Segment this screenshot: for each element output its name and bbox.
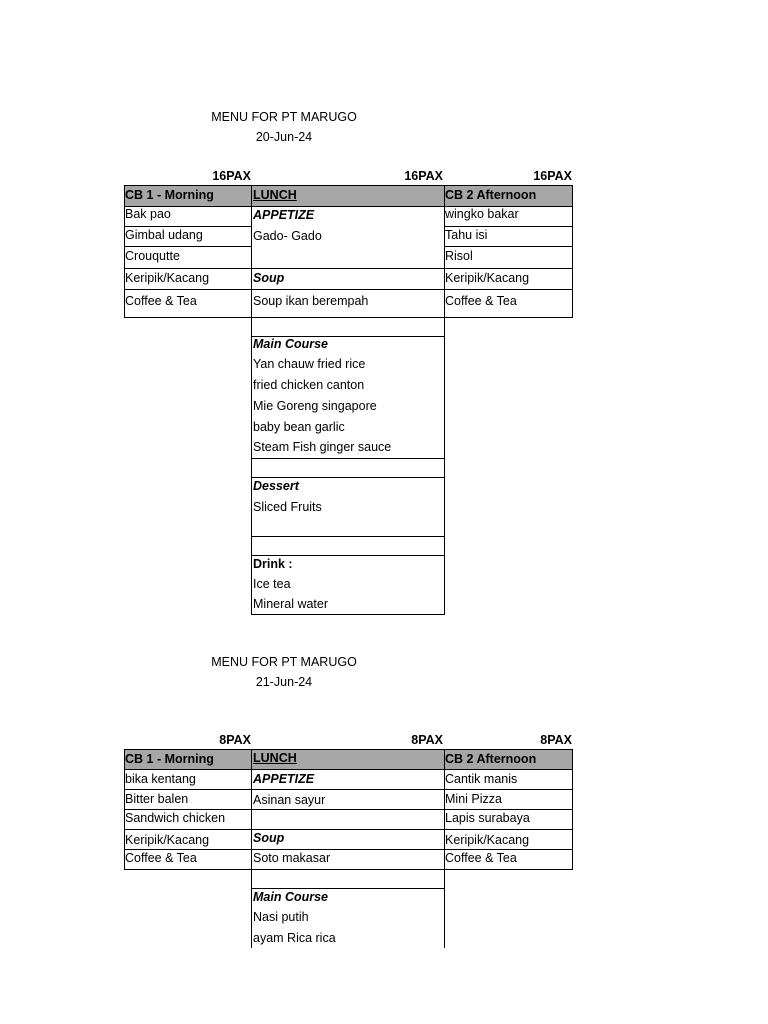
- lunch-header: LUNCH: [253, 751, 297, 765]
- morning-item: Keripik/Kacang: [125, 833, 210, 847]
- menu-date: 21-Jun-24: [255, 675, 313, 689]
- appetize-label: APPETIZE: [253, 772, 315, 786]
- pax-morning: 8PAX: [219, 733, 251, 747]
- afternoon-item: Keripik/Kacang: [445, 833, 530, 847]
- lunch-item: Ice tea: [253, 577, 291, 591]
- morning-item: Coffee & Tea: [125, 294, 197, 308]
- soup-label: Soup: [253, 831, 285, 845]
- lunch-item: Steam Fish ginger sauce: [253, 440, 392, 454]
- lunch-item: Soup ikan berempah: [253, 294, 369, 308]
- afternoon-item: Mini Pizza: [445, 792, 502, 806]
- lunch-item: Nasi putih: [253, 910, 309, 924]
- lunch-item: Mineral water: [253, 597, 329, 611]
- dessert-label: Dessert: [253, 479, 299, 493]
- pax-lunch: 16PAX: [404, 169, 443, 183]
- morning-header: CB 1 - Morning: [125, 752, 214, 766]
- lunch-item: Asinan sayur: [253, 793, 326, 807]
- lunch-item: Mie Goreng singapore: [253, 399, 377, 413]
- pax-afternoon: 8PAX: [540, 733, 572, 747]
- lunch-item: Sliced Fruits: [253, 500, 322, 514]
- afternoon-item: Coffee & Tea: [445, 294, 517, 308]
- afternoon-item: Tahu isi: [445, 228, 488, 242]
- morning-item: Sandwich chicken: [125, 811, 226, 825]
- morning-item: Coffee & Tea: [125, 851, 197, 865]
- appetize-label: APPETIZE: [253, 208, 315, 222]
- afternoon-header: CB 2 Afternoon: [445, 188, 537, 202]
- afternoon-item: Keripik/Kacang: [445, 271, 530, 285]
- pax-afternoon: 16PAX: [533, 169, 572, 183]
- afternoon-item: wingko bakar: [445, 207, 519, 221]
- lunch-item: baby bean garlic: [253, 420, 345, 434]
- main-course-label: Main Course: [253, 890, 329, 904]
- main-course-label: Main Course: [253, 337, 329, 351]
- drink-label: Drink :: [253, 557, 293, 571]
- menu-title: MENU FOR PT MARUGO: [211, 110, 357, 124]
- afternoon-item: Risol: [445, 249, 473, 263]
- morning-item: Crouqutte: [125, 249, 180, 263]
- morning-item: Gimbal udang: [125, 228, 203, 242]
- lunch-item: Soto makasar: [253, 851, 331, 865]
- morning-item: Keripik/Kacang: [125, 271, 210, 285]
- morning-item: bika kentang: [125, 772, 196, 786]
- menu-title: MENU FOR PT MARUGO: [211, 655, 357, 669]
- morning-item: Bak pao: [125, 207, 171, 221]
- menu-date: 20-Jun-24: [255, 130, 313, 144]
- morning-item: Bitter balen: [125, 792, 189, 806]
- lunch-item: Gado- Gado: [253, 229, 322, 243]
- afternoon-item: Lapis surabaya: [445, 811, 530, 825]
- afternoon-header: CB 2 Afternoon: [445, 752, 537, 766]
- morning-header: CB 1 - Morning: [125, 188, 214, 202]
- soup-label: Soup: [253, 271, 285, 285]
- pax-morning: 16PAX: [212, 169, 251, 183]
- lunch-item: fried chicken canton: [253, 378, 365, 392]
- pax-lunch: 8PAX: [411, 733, 443, 747]
- lunch-header: LUNCH: [253, 188, 297, 202]
- afternoon-item: Cantik manis: [445, 772, 518, 786]
- lunch-item: ayam Rica rica: [253, 931, 336, 945]
- afternoon-item: Coffee & Tea: [445, 851, 517, 865]
- lunch-item: Yan chauw fried rice: [253, 357, 366, 371]
